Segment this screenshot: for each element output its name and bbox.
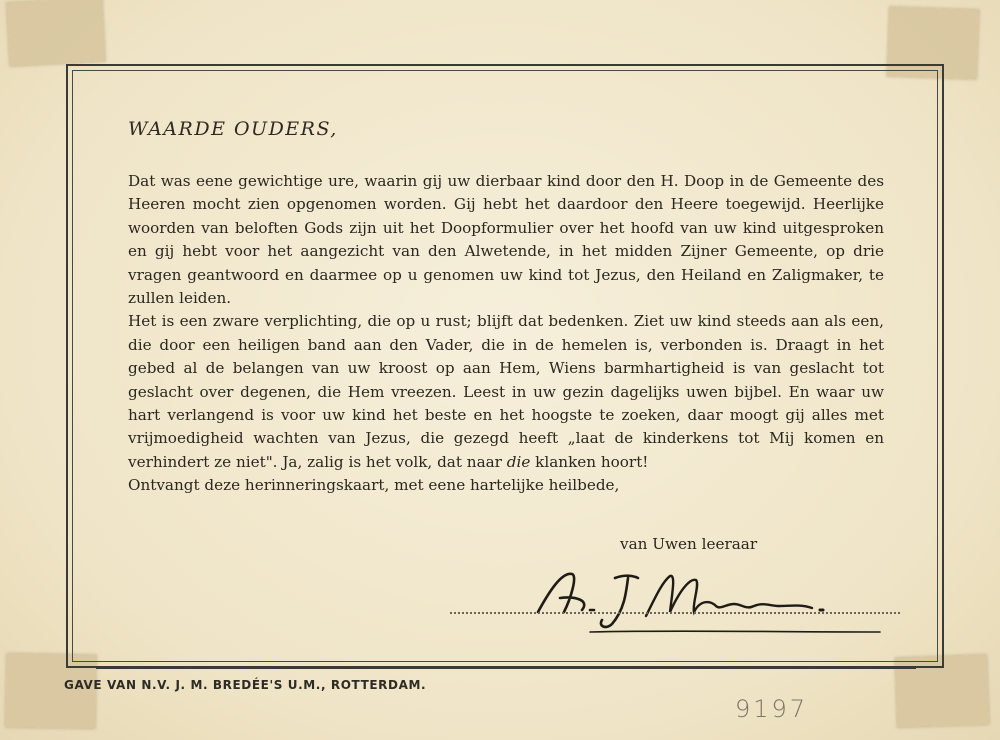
footer-rule [96, 668, 916, 669]
tape-top-left [6, 0, 105, 66]
handwritten-signature [520, 560, 900, 640]
paragraph-2-end: klanken hoort! [535, 452, 649, 471]
catalog-number: 9197 [735, 695, 809, 723]
closing-line: van Uwen leeraar [620, 535, 758, 553]
italic-word: die [506, 452, 531, 471]
paragraph-2 [128, 310, 884, 474]
paragraph-2-text: Het is een zware verplichting, die op u rust; blijft dat bedenken. Ziet uw kind steeds aan als een, die door een heiligen band aan den Vader, die in de hemelen is, verbonden is. Draagt in het gebed al de belangen van uw kroost op aan Hem, Wiens barmhartigheid is van geslacht tot geslacht over degenen, die Hem vreezen. Leest in uw gezin dagelijks uwen bijbel. En waar uw hart verlangend is voor uw kind het beste en het hoogste te zoeken, daar moogt gij alles met vrijmoedigheid wachten van Jezus, die gezegd heeft „laat de kinderkens tot Mij komen en verhindert ze niet". Ja, zalig is het volk, dat naar [128, 312, 884, 471]
letter-body [128, 170, 884, 498]
paragraph-3: Ontvangt deze herinneringskaart, met eene hartelijke heilbede, [128, 476, 620, 495]
publisher-imprint: GAVE VAN N.V. J. M. BREDÉE'S U.M., ROTTERDAM. [64, 678, 427, 692]
salutation: WAARDE OUDERS, [128, 118, 338, 140]
signature-line [450, 612, 900, 614]
paragraph-1: Dat was eene gewichtige ure, waarin gij uw dierbaar kind door den H. Doop in de Gemeente des Heeren mocht zien opgenomen worden. Gij hebt het daardoor den Heere toegewijd. Heerlijke woorden van beloften Gods zijn uit het Doopformulier over het hoofd van uw kind uitgesproken en gij hebt voor het aangezicht van den Alwetende, in het midden Zijner Gemeente, op drie vragen geantwoord en daarmee op u genomen uw kind tot Jezus, den Heiland en Zaligmaker, te zullen leiden. [128, 172, 884, 308]
